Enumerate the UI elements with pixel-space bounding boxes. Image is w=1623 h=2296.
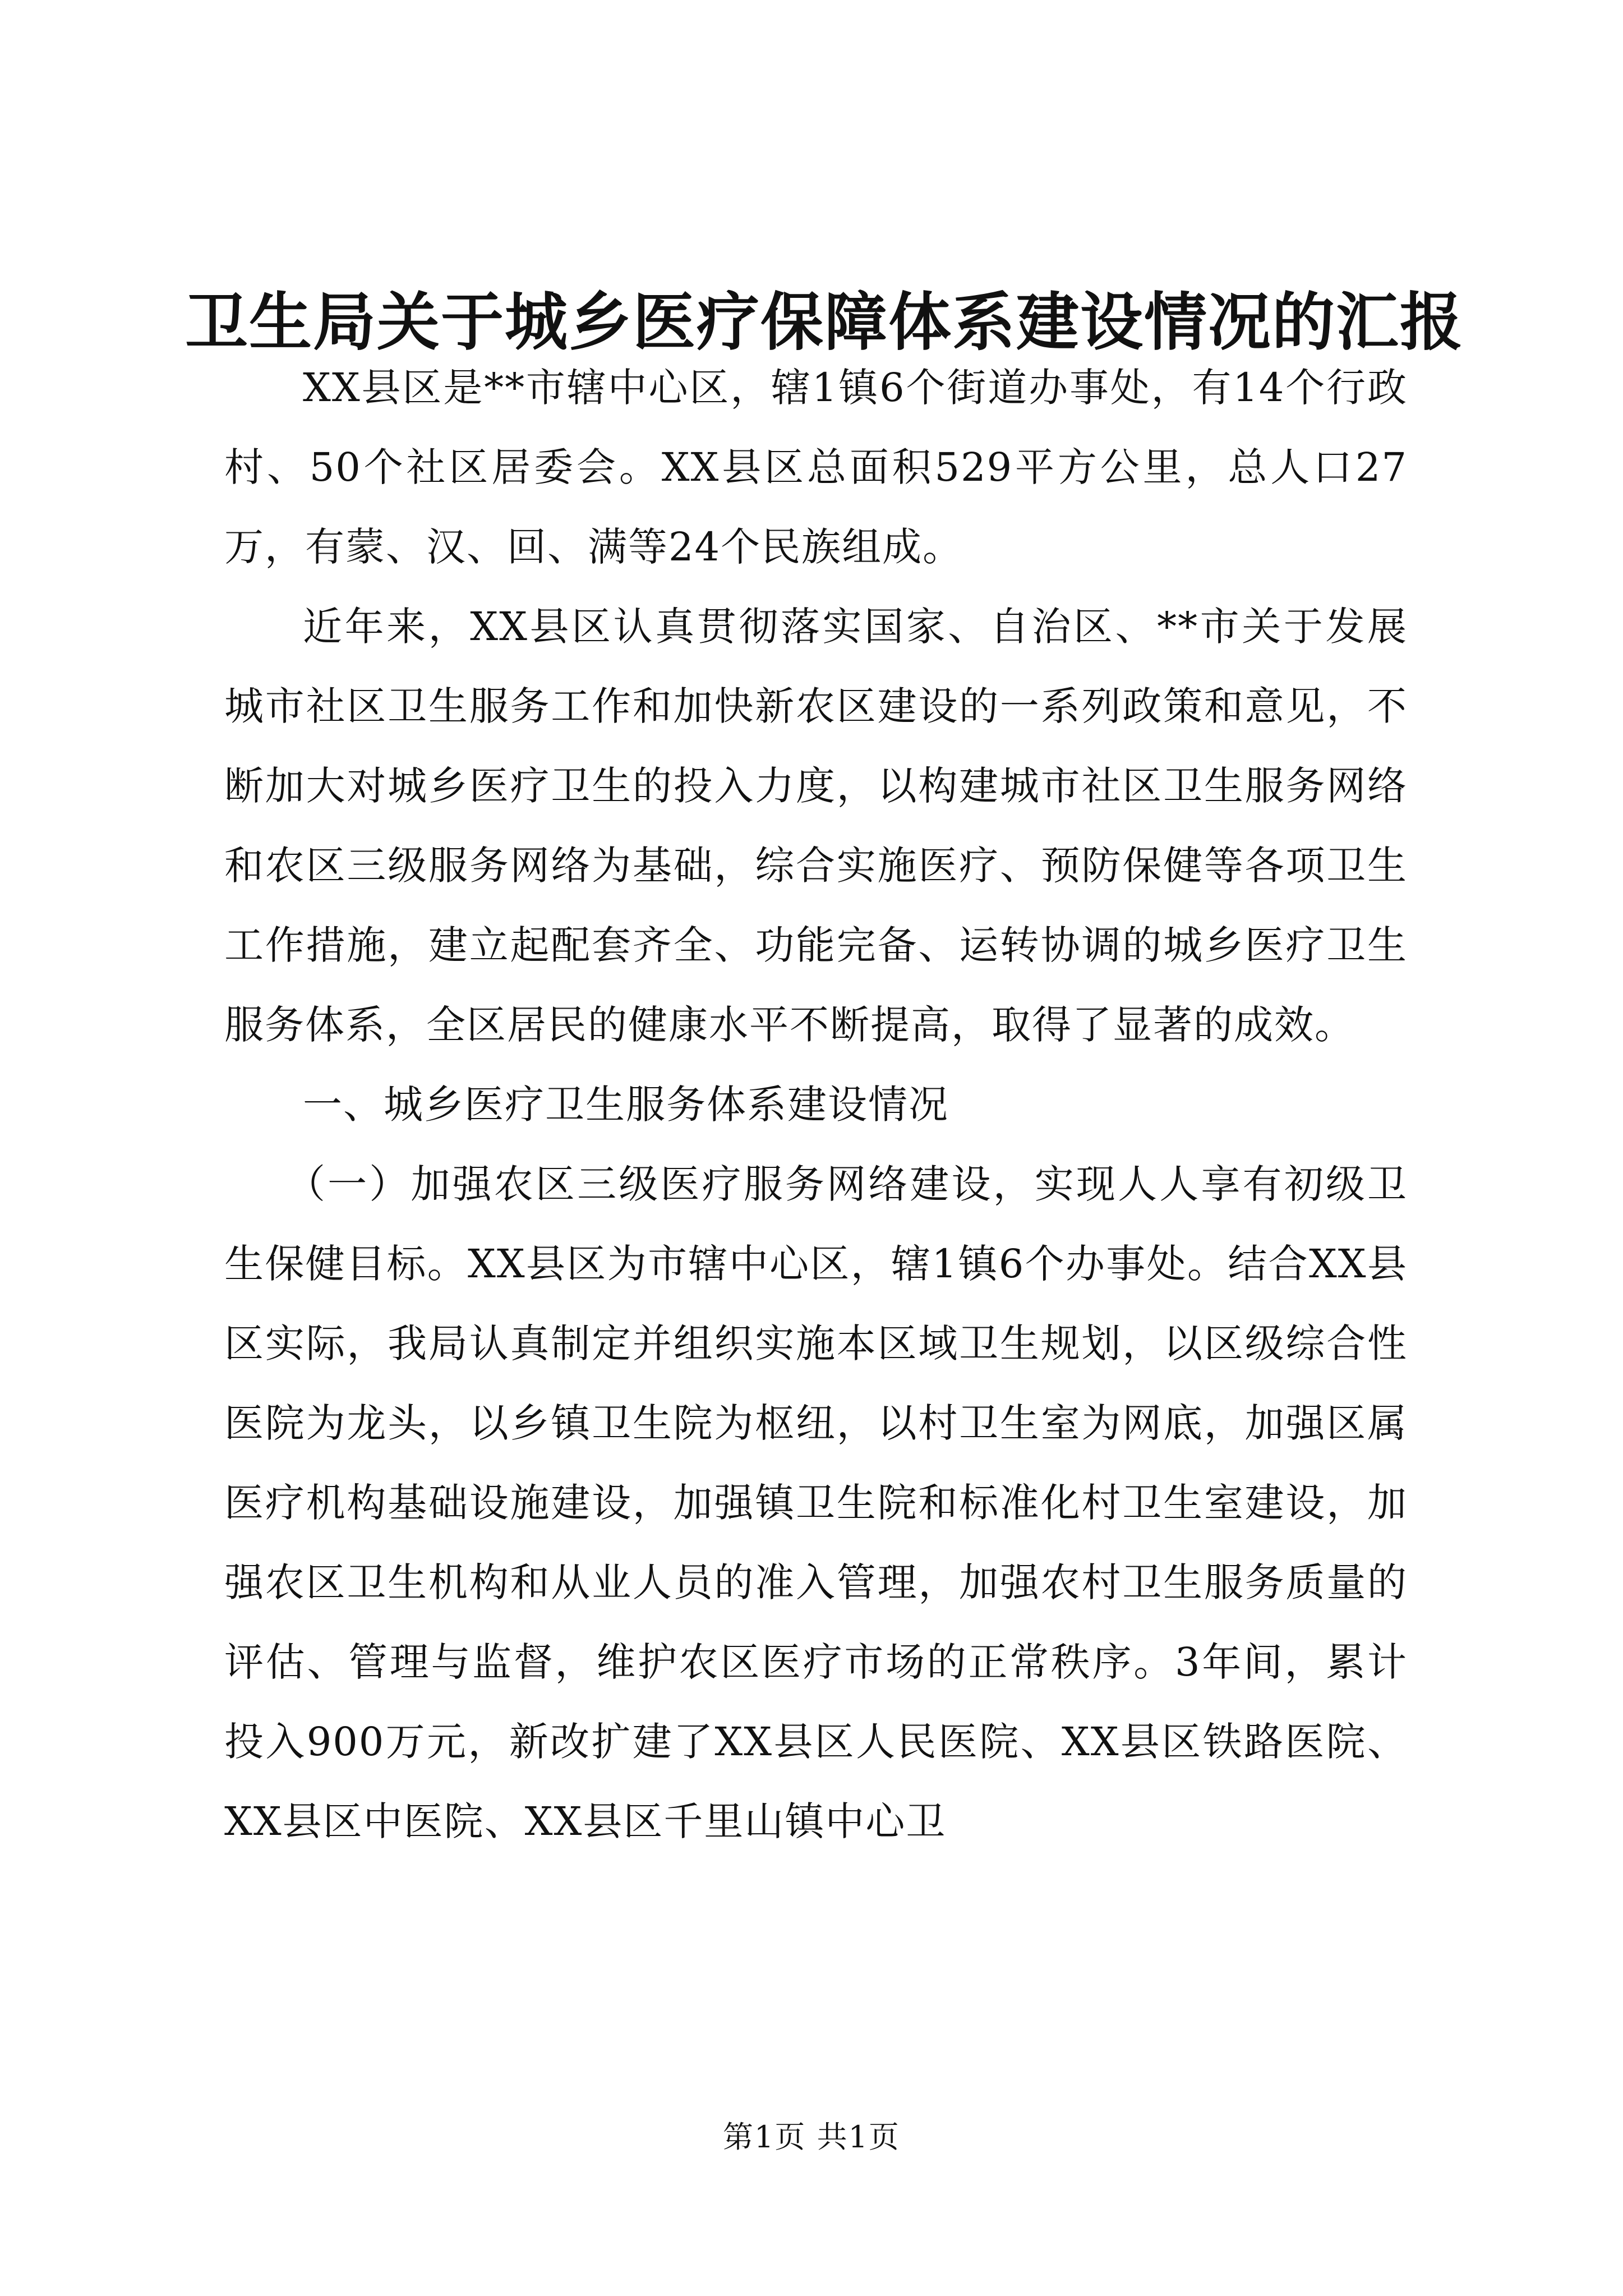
section-heading: 一、城乡医疗卫生服务体系建设情况 — [303, 1082, 949, 1128]
subsection-paragraph: （一）加强农区三级医疗服务网络建设，实现人人享有初级卫生保健目标。XX县区为市辖中心区，辖1镇6个办事处。结合XX县区实际，我局认真制定并组织实施本区域卫生规划，以区级综合性医院为龙头，以乡镇卫生院为枢纽，以村卫生室为网底，加强区属医疗机构基础设施建设，加强镇卫生院和标准化村卫生室建设，加强农区卫生机构和从业人员的准入管理，加强农村卫生服务质量的评估、管理与监督，维护农区医疗市场的正常秩序。3年间，累计投入900万元，新改扩建了XX县区人民医院、XX县区铁路医院、XX县区中医院、XX县区千里山镇中心卫 — [224, 1161, 1408, 1844]
document-body — [224, 348, 1408, 1861]
paragraph-overview: XX县区是**市辖中心区，辖1镇6个街道办事处，有14个行政村、50个社区居委会。XX县区总面积529平方公里，总人口27万，有蒙、汉、回、满等24个民族组成。 — [224, 365, 1408, 570]
page-footer: 第1页 共1页 — [723, 2119, 900, 2155]
document-title: 卫生局关于城乡医疗保障体系建设情况的汇报 — [185, 286, 1464, 359]
paragraph-achievements: 近年来，XX县区认真贯彻落实国家、自治区、**市关于发展城市社区卫生服务工作和加快新农区建设的一系列政策和意见，不断加大对城乡医疗卫生的投入力度，以构建城市社区卫生服务网络和农区三级服务网络为基础，综合实施医疗、预防保健等各项卫生工作措施，建立起配套齐全、功能完备、运转协调的城乡医疗卫生服务体系，全区居民的健康水平不断提高，取得了显著的成效。 — [224, 604, 1408, 1048]
